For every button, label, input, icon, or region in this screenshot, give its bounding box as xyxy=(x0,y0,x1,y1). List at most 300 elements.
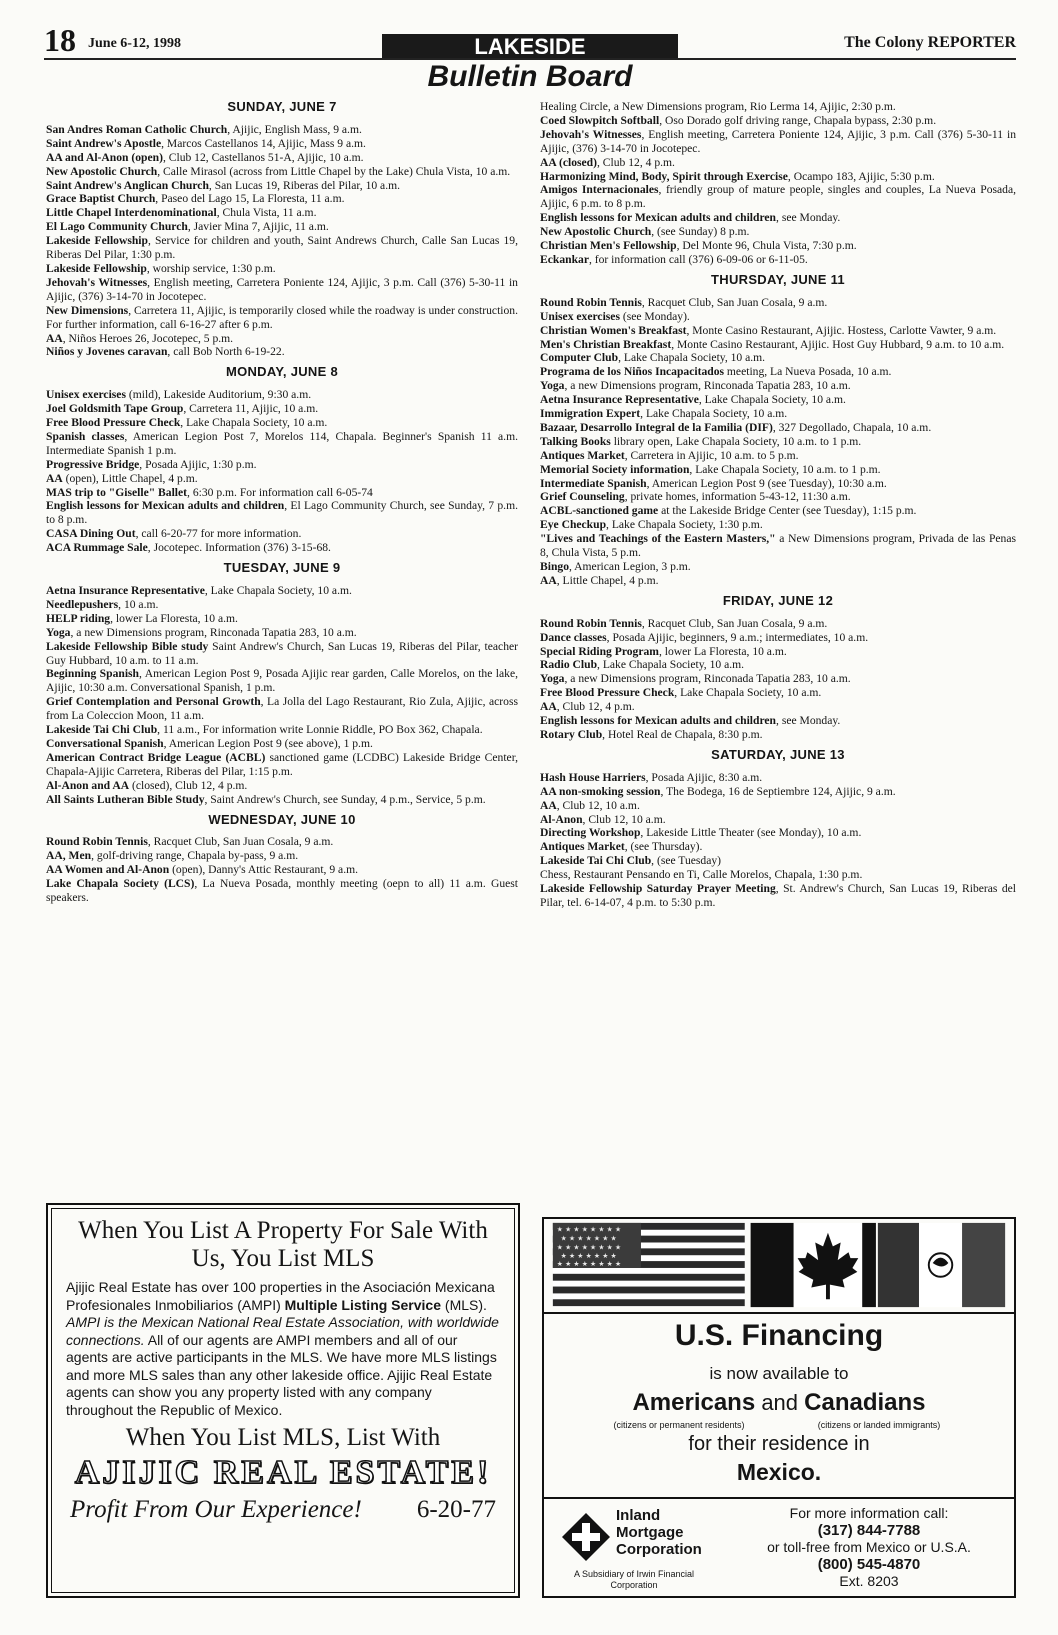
entry-details: , Carretera 11, Ajijic, is temporarily closed while the roadway is under construction. For further information, call 6-16-27 after 6 p.m. xyxy=(46,303,519,331)
bulletin-entry xyxy=(46,458,518,472)
entry-name: AA xyxy=(46,331,63,345)
entry-details: , El Lago Community Church, see Sunday, 7 p.m. to 8 p.m. xyxy=(46,499,518,527)
entry-details: , see Monday. xyxy=(776,211,841,225)
bulletin-entry xyxy=(540,114,1016,128)
entry-details: (see Monday). xyxy=(619,309,690,323)
entry-details: , Ocampo 183, Ajijic, 5:30 p.m. xyxy=(787,169,935,183)
bulletin-entry xyxy=(540,686,1016,700)
financing-contact xyxy=(734,1505,1004,1590)
entry-details: , see Monday. xyxy=(776,714,841,728)
entry-details: , English meeting, Carretera Poniente 124, Ajijic, 3 p.m. Call (376) 5-30-11 in Ajijic, (376) 3-14-70 in Jocotepec. xyxy=(540,127,1016,155)
entry-details: , for information call (376) 6-09-06 or 6-11-05. xyxy=(588,252,808,266)
entry-details: , Posada Ajijic, beginners, 9 a.m.; intermediates, 10 a.m. xyxy=(606,630,869,644)
entry-details: , Club 12, 10 a.m. xyxy=(556,798,640,812)
entry-details: , Lakeside Little Theater (see Monday), 10 a.m. xyxy=(640,826,862,840)
entry-details: , Lake Chapala Society, 10 a.m. xyxy=(674,686,822,700)
realestate-footer xyxy=(66,1496,500,1524)
entry-name: Spanish classes xyxy=(46,429,125,443)
bulletin-entry xyxy=(46,667,518,695)
section-banner: LAKESIDE xyxy=(382,34,678,60)
realestate-body-bold: Multiple Listing Service xyxy=(284,1296,442,1313)
entry-name: Unisex exercises xyxy=(540,309,620,323)
flags-image xyxy=(544,1219,1014,1314)
entry-name: AA Women and Al-Anon xyxy=(46,863,170,877)
entry-details: , Hotel Real de Chapala, 8:30 p.m. xyxy=(602,727,763,741)
entry-details: , (see Sunday) 8 p.m. xyxy=(651,225,750,239)
entry-details: (open), Danny's Attic Restaurant, 9 a.m. xyxy=(169,863,359,877)
bulletin-entry xyxy=(540,421,1016,435)
bulletin-entry xyxy=(540,449,1016,463)
entry-name: AA xyxy=(540,700,557,714)
entry-details: , Monte Casino Restaurant, Ajijic. Hostess, Carlotte Vawter, 9 a.m. xyxy=(686,323,997,337)
entry-name: Needlepushers xyxy=(46,597,119,611)
entry-details: , Oso Dorado golf driving range, Chapala bypass, 2:30 p.m. xyxy=(659,113,937,127)
financing-residence: for their residence in xyxy=(688,1433,870,1455)
realestate-body-italic: AMPI is the Mexican National Real Estate Association, with worldwide connections. xyxy=(66,1314,499,1348)
entry-name: Free Blood Pressure Check xyxy=(540,686,675,700)
entry-name: Free Blood Pressure Check xyxy=(46,416,181,430)
entry-details: , Jocotepec. Information (376) 3-15-68. xyxy=(147,541,331,555)
entry-details: , Lake Chapala Society, 10 a.m. xyxy=(698,393,846,407)
entry-name: Antiques Market xyxy=(540,840,625,854)
entry-name: Jehovah's Witnesses xyxy=(540,127,642,141)
entry-details: , private homes, information 5-43-12, 11:30 a.m. xyxy=(624,490,851,504)
entry-name: "Lives and Teachings of the Eastern Masters," xyxy=(540,532,776,546)
financing-and: and xyxy=(761,1390,799,1415)
entry-name: HELP riding xyxy=(46,611,111,625)
financing-audience xyxy=(544,1389,1014,1417)
entry-details: Chess, Restaurant Pensando en Ti, Calle Morelos, Chapala, 1:30 p.m. xyxy=(540,868,863,882)
day-heading-monday: MONDAY, JUNE 8 xyxy=(225,364,339,380)
entry-name: Little Chapel Interdenominational xyxy=(46,206,217,220)
bulletin-entry xyxy=(46,737,518,751)
financing-footer xyxy=(544,1497,1014,1596)
bulletin-entry xyxy=(46,276,518,304)
entry-details: meeting, La Nueva Posada, 10 a.m. xyxy=(724,365,892,379)
entry-name: New Apostolic Church xyxy=(540,225,652,239)
bulletin-entry xyxy=(46,751,518,779)
entry-details: , Club 12, 4 p.m. xyxy=(556,700,635,714)
entry-name: Intermediate Spanish xyxy=(540,476,647,490)
issue-date: June 6-12, 1998 xyxy=(88,36,181,51)
bulletin-entry xyxy=(540,296,1016,310)
bulletin-entry xyxy=(46,151,518,165)
bulletin-entry xyxy=(540,826,1016,840)
wednesday-cont-list xyxy=(540,100,1016,267)
entry-name: Round Robin Tennis xyxy=(540,295,642,309)
entry-details: , Carretera 11, Ajijic, 10 a.m. xyxy=(183,402,319,416)
entry-details: , 11 a.m., For information write Lonnie Riddle, PO Box 362, Chapala. xyxy=(157,723,483,737)
entry-name: AA xyxy=(46,471,63,485)
entry-name: American Contract Bridge League (ACBL) xyxy=(46,750,266,764)
entry-name: MAS trip to "Giselle" Ballet xyxy=(46,485,188,499)
entry-details: , American Legion Post 9 (see above), 1 p.m. xyxy=(163,736,373,750)
entry-details: , Lake Chapala Society, 10 a.m. xyxy=(640,407,788,421)
left-column xyxy=(46,100,518,905)
entry-name: English lessons for Mexican adults and children xyxy=(540,714,777,728)
bulletin-entry xyxy=(540,490,1016,504)
entry-name: Conversational Spanish xyxy=(46,736,164,750)
note-americans: (citizens or permanent residents) xyxy=(613,1420,745,1430)
entry-details: (open), Little Chapel, 4 p.m. xyxy=(62,471,198,485)
realestate-headline: When You List A Property For Sale With Us, You List MLS xyxy=(78,1217,488,1272)
entry-name: Christian Women's Breakfast xyxy=(540,323,687,337)
realestate-body-1: Ajijic Real Estate has over 100 properties in the Asociación Mexicana Profesionales Inmobiliarios (AMPI) xyxy=(66,1279,495,1313)
entry-name: Memorial Society information xyxy=(540,462,690,476)
entry-name: Niños y Jovenes caravan xyxy=(46,345,168,359)
entry-name: Computer Club xyxy=(540,351,619,365)
realestate-ad xyxy=(46,1203,520,1598)
entry-details: , a new Dimensions program, Rinconada Tapatia 283, 10 a.m. xyxy=(70,625,357,639)
entry-name: Lakeside Tai Chi Club xyxy=(540,854,652,868)
bulletin-entry xyxy=(540,631,1016,645)
saturday-list xyxy=(540,771,1016,910)
entry-details: , Posada Ajijic, 1:30 p.m. xyxy=(139,457,257,471)
entry-name: English lessons for Mexican adults and children xyxy=(540,211,777,225)
bulletin-entry xyxy=(540,672,1016,686)
entry-name: Grace Baptist Church xyxy=(46,192,156,206)
day-heading-friday: FRIDAY, JUNE 12 xyxy=(722,592,834,608)
entry-name: Round Robin Tennis xyxy=(540,616,642,630)
bulletin-entry xyxy=(46,499,518,527)
entry-name: Men's Christian Breakfast xyxy=(540,337,672,351)
entry-details: at the Lakeside Bridge Center (see Tuesday), 1:15 p.m. xyxy=(658,504,917,518)
entry-name: ACA Rummage Sale xyxy=(46,541,148,555)
contact-label: For more information call: xyxy=(789,1505,949,1521)
bulletin-entry xyxy=(46,388,518,402)
entry-name: Lake Chapala Society (LCS) xyxy=(46,877,195,891)
entry-name: Coed Slowpitch Softball xyxy=(540,113,660,127)
bulletin-entry xyxy=(46,123,518,137)
entry-details: , Del Monte 96, Chula Vista, 7:30 p.m. xyxy=(676,239,857,253)
entry-details: , Club 12, Castellanos 51-A, Ajijic, 10 a.m. xyxy=(162,150,364,164)
bulletin-entry xyxy=(46,220,518,234)
entry-name: Harmonizing Mind, Body, Spirit through Exercise xyxy=(540,169,788,183)
bulletin-entry xyxy=(540,310,1016,324)
entry-details: a New Dimensions program, Privada de las Penas 8, Chula Vista, 5 p.m. xyxy=(540,532,1016,560)
bulletin-entry xyxy=(46,849,518,863)
svg-text:★ ★ ★ ★ ★ ★ ★: ★ ★ ★ ★ ★ ★ ★ xyxy=(560,1234,617,1243)
entry-details: , American Legion, 3 p.m. xyxy=(569,560,691,573)
day-heading-saturday: SATURDAY, JUNE 13 xyxy=(711,746,845,762)
entry-details: Healing Circle, a New Dimensions program, Rio Lerma 14, Ajijic, 2:30 p.m. xyxy=(540,100,896,113)
entry-details: , Racquet Club, San Juan Cosala, 9 a.m. xyxy=(147,835,334,849)
bulletin-entry xyxy=(46,430,518,458)
entry-details: , Lake Chapala Society, 10 a.m. to 1 p.m. xyxy=(689,462,881,476)
page-number: 18 xyxy=(44,22,76,58)
entry-details: , English meeting, Carretera Poniente 124, Ajijic, 3 p.m. Call (376) 5-30-11 in Ajijic, (376) 3-14-70 in Jocotepec. xyxy=(46,275,518,303)
canada-flag-icon xyxy=(751,1223,876,1307)
entry-details: , call 6-20-77 for more information. xyxy=(135,527,302,541)
mortgage-subsidiary: A Subsidiary of Irwin Financial Corporation xyxy=(573,1569,695,1590)
bulletin-entry xyxy=(46,695,518,723)
bulletin-entry xyxy=(46,332,518,346)
inland-mortgage-logo xyxy=(558,1505,708,1595)
entry-details: , American Legion Post 9 (see Tuesday), 10:30 a.m. xyxy=(646,476,887,490)
bulletin-entry xyxy=(540,785,1016,799)
financing-americans: Americans xyxy=(632,1389,756,1416)
entry-details: , Paseo del Lago 15, La Floresta, 11 a.m. xyxy=(155,192,345,206)
entry-details: Saint Andrew's Church, San Lucas 19, Riberas del Pilar, teacher Guy Hubbard, 10 a.m. to 11 a.m. xyxy=(46,639,518,667)
entry-details: library open, Lake Chapala Society, 10 a.m. to 1 p.m. xyxy=(610,434,862,448)
entry-details: (mild), Lakeside Auditorium, 9:30 a.m. xyxy=(125,388,312,402)
bulletin-entry xyxy=(46,345,518,359)
bulletin-entry xyxy=(540,365,1016,379)
bulletin-entry xyxy=(46,472,518,486)
entry-details: , 10 a.m. xyxy=(118,597,159,611)
bulletin-entry xyxy=(540,338,1016,352)
friday-list xyxy=(540,617,1016,742)
contact-phone-1: (317) 844-7788 xyxy=(817,1522,921,1539)
entry-details: , worship service, 1:30 p.m. xyxy=(146,261,276,275)
entry-name: Grief Counseling xyxy=(540,490,625,504)
entry-name: AA xyxy=(540,798,557,812)
financing-title: U.S. Financing xyxy=(674,1319,884,1352)
bulletin-entry xyxy=(46,304,518,332)
entry-name: Lakeside Fellowship Saturday Prayer Meeting xyxy=(540,882,776,896)
entry-details: , San Lucas 19, Riberas del Pilar, 10 a.m. xyxy=(208,178,401,192)
entry-name: Lakeside Fellowship Bible study xyxy=(46,639,209,653)
realestate-body-2: (MLS). xyxy=(441,1296,487,1313)
bulletin-entry xyxy=(540,351,1016,365)
entry-name: Antiques Market xyxy=(540,448,625,462)
entry-name: Bazaar, Desarrollo Integral de la Familia (DIF) xyxy=(540,420,773,434)
bulletin-entry xyxy=(540,645,1016,659)
note-canadians: (citizens or landed immigrants) xyxy=(817,1420,941,1430)
entry-details: , Lake Chapala Society, 10 a.m. xyxy=(597,658,745,672)
entry-details: , Service for children and youth, Saint Andrews Church, Calle San Lucas 19, Riberas Del Pilar, 1:30 p.m. xyxy=(46,234,518,262)
entry-name: Beginning Spanish xyxy=(46,667,140,681)
bulletin-entry xyxy=(46,584,518,598)
realestate-brand: AJIJIC REAL ESTATE! xyxy=(74,1454,492,1491)
svg-text:★ ★ ★ ★ ★ ★ ★ ★: ★ ★ ★ ★ ★ ★ ★ ★ xyxy=(556,1259,622,1268)
entry-name: Christian Men's Fellowship xyxy=(540,239,677,253)
bulletin-entry xyxy=(46,723,518,737)
entry-name: Programa de los Niños Incapacitados xyxy=(540,365,725,379)
entry-name: El Lago Community Church xyxy=(46,220,188,234)
financing-canadians: Canadians xyxy=(804,1389,926,1416)
day-heading-thursday: THURSDAY, JUNE 11 xyxy=(711,271,845,287)
bulletin-entry xyxy=(540,560,1016,574)
entry-name: Amigos Internacionales xyxy=(540,183,659,197)
entry-name: New Apostolic Church xyxy=(46,164,158,178)
bulletin-entry xyxy=(540,617,1016,631)
bulletin-entry xyxy=(540,700,1016,714)
entry-details: , friendly group of mature people, singles and couples, La Nueva Posada, Ajijic, 6 p.m. to 8 p.m. xyxy=(540,183,1017,211)
svg-text:★ ★ ★ ★ ★ ★ ★ ★: ★ ★ ★ ★ ★ ★ ★ ★ xyxy=(556,1225,622,1234)
entry-name: Eye Checkup xyxy=(540,518,607,532)
realestate-tagline: Profit From Our Experience! xyxy=(70,1496,362,1523)
day-heading-wednesday: WEDNESDAY, JUNE 10 xyxy=(208,811,356,827)
entry-details: , Posada Ajijic, 8:30 a.m. xyxy=(645,770,763,784)
bulletin-entry xyxy=(540,225,1016,239)
bulletin-entry xyxy=(46,598,518,612)
entry-name: Directing Workshop xyxy=(540,826,641,840)
thursday-list xyxy=(540,296,1016,588)
day-heading-sunday: SUNDAY, JUNE 7 xyxy=(227,99,337,114)
masthead xyxy=(44,20,1016,60)
bulletin-entry xyxy=(46,527,518,541)
bulletin-entry xyxy=(46,206,518,220)
entry-details: , 6:30 p.m. For information call 6-05-74 xyxy=(187,485,373,499)
bulletin-entry xyxy=(540,813,1016,827)
realestate-body xyxy=(66,1279,500,1419)
wednesday-list xyxy=(46,835,518,905)
entry-name: Bingo xyxy=(540,560,569,573)
entry-details: , Saint Andrew's Church, see Sunday, 4 p.m., Service, 5 p.m. xyxy=(204,792,486,806)
bulletin-entry xyxy=(540,379,1016,393)
bulletin-entry xyxy=(540,253,1016,267)
bulletin-entry xyxy=(46,416,518,430)
entry-details: , Carretera in Ajijic, 10 a.m. to 5 p.m. xyxy=(624,448,799,462)
entry-name: Talking Books xyxy=(540,434,611,448)
entry-name: Saint Andrew's Anglican Church xyxy=(46,178,209,192)
bulletin-entry xyxy=(540,799,1016,813)
mortgage-company-name: Inland Mortgage Corporation xyxy=(616,1507,702,1558)
entry-details: , golf-driving range, Chapala by-pass, 9 a.m. xyxy=(91,849,299,863)
entry-name: CASA Dining Out xyxy=(46,527,136,541)
bulletin-entry xyxy=(540,211,1016,225)
entry-details: , Calle Mirasol (across from Little Chapel by the Lake) Chula Vista, 10 a.m. xyxy=(157,164,511,178)
entry-details: , Niños Heroes 26, Jocotepec, 5 p.m. xyxy=(62,331,234,345)
mexico-flag-icon xyxy=(878,1223,1005,1307)
bulletin-entry xyxy=(46,486,518,500)
bulletin-entry xyxy=(540,407,1016,421)
entry-details: , Little Chapel, 4 p.m. xyxy=(556,573,659,587)
bulletin-entry xyxy=(540,128,1016,156)
entry-details: , Ajijic, English Mass, 9 a.m. xyxy=(227,122,362,136)
entry-name: ACBL-sanctioned game xyxy=(540,504,659,518)
entry-details: , Club 12, 4 p.m. xyxy=(597,155,675,169)
bulletin-entry xyxy=(46,863,518,877)
realestate-ad-inner xyxy=(51,1208,515,1593)
page-title: Bulletin Board xyxy=(427,60,633,93)
entry-name: Hash House Harriers xyxy=(540,770,646,784)
bulletin-entry xyxy=(46,779,518,793)
entry-details: , Racquet Club, San Juan Cosala, 9 a.m. xyxy=(641,295,828,309)
bulletin-entry xyxy=(540,239,1016,253)
entry-details: , The Bodega, 16 de Septiembre 124, Ajijic, 9 a.m. xyxy=(660,784,896,798)
entry-details: , a new Dimensions program, Rinconada Tapatia 283, 10 a.m. xyxy=(564,379,851,393)
realestate-sub: When You List MLS, List With xyxy=(125,1424,441,1451)
sunday-list xyxy=(46,123,518,359)
bulletin-entry xyxy=(540,868,1016,882)
entry-name: AA xyxy=(540,573,557,587)
entry-details: , Chula Vista, 11 a.m. xyxy=(216,206,317,220)
entry-details: , (see Thursday). xyxy=(624,840,703,854)
entry-name: Aetna Insurance Representative xyxy=(46,584,205,597)
bulletin-entry xyxy=(540,658,1016,672)
entry-name: Al-Anon and AA xyxy=(46,778,130,792)
day-heading-tuesday: TUESDAY, JUNE 9 xyxy=(223,560,341,576)
bulletin-entry xyxy=(540,728,1016,742)
entry-name: AA (closed) xyxy=(540,155,597,169)
us-flag-icon xyxy=(553,1223,745,1307)
bulletin-entry xyxy=(46,179,518,193)
bulletin-entry xyxy=(46,192,518,206)
entry-name: Yoga xyxy=(540,672,565,686)
entry-name: Saint Andrew's Apostle xyxy=(46,136,162,150)
bulletin-entry xyxy=(540,771,1016,785)
entry-details: , Marcos Castellanos 14, Ajijic, Mass 9 a.m. xyxy=(161,136,366,150)
bulletin-entry xyxy=(46,793,518,807)
entry-name: Jehovah's Witnesses xyxy=(46,275,148,289)
bulletin-entry xyxy=(540,156,1016,170)
entry-name: Lakeside Fellowship xyxy=(46,234,148,248)
bulletin-entry xyxy=(46,640,518,668)
entry-details: , St. Andrew's Church, San Lucas 19, Riberas del Pilar, tel. 6-14-07, 4 p.m. to 5:30 p.m. xyxy=(540,882,1016,909)
right-column xyxy=(540,100,1016,910)
entry-name: Radio Club xyxy=(540,658,598,672)
entry-details: , American Legion Post 7, Morelos 114, Chapala. Beginner's Spanish 11 a.m. Intermediate Spanish 1 p.m. xyxy=(46,429,518,457)
entry-name: Rotary Club xyxy=(540,727,603,741)
entry-details: , Racquet Club, San Juan Cosala, 9 a.m. xyxy=(641,616,828,630)
entry-details: , a new Dimensions program, Rinconada Tapatia 283, 10 a.m. xyxy=(564,672,851,686)
bulletin-entry xyxy=(540,183,1016,211)
entry-name: AA and Al-Anon (open) xyxy=(46,150,163,164)
bulletin-entry xyxy=(46,626,518,640)
financing-country: Mexico. xyxy=(736,1459,822,1485)
bulletin-entry xyxy=(540,100,1016,114)
contact-phone-2: (800) 545-4870 xyxy=(817,1556,921,1573)
entry-name: Joel Goldsmith Tape Group xyxy=(46,402,184,416)
monday-list xyxy=(46,388,518,555)
entry-name: Grief Contemplation and Personal Growth xyxy=(46,695,261,709)
bulletin-entry xyxy=(46,612,518,626)
entry-name: Round Robin Tennis xyxy=(46,835,148,849)
bulletin-entry xyxy=(46,262,518,276)
entry-details: , Club 12, 10 a.m. xyxy=(582,812,666,826)
contact-ext: Ext. 8203 xyxy=(839,1573,899,1589)
entry-name: Dance classes xyxy=(540,630,607,644)
bulletin-entry xyxy=(540,435,1016,449)
entry-name: Lakeside Tai Chi Club xyxy=(46,723,158,737)
entry-name: Progressive Bridge xyxy=(46,457,140,471)
entry-details: , Lake Chapala Society, 10 a.m. xyxy=(618,351,766,365)
tuesday-list xyxy=(46,584,518,807)
entry-details: , call Bob North 6-19-22. xyxy=(167,345,285,359)
entry-name: AA, Men xyxy=(46,849,92,863)
bulletin-entry xyxy=(540,393,1016,407)
entry-name: AA non-smoking session xyxy=(540,784,661,798)
entry-name: Special Riding Program xyxy=(540,644,659,658)
svg-text:★ ★ ★ ★ ★ ★ ★: ★ ★ ★ ★ ★ ★ ★ xyxy=(560,1252,617,1261)
entry-details: , Lake Chapala Society, 10 a.m. xyxy=(204,584,352,597)
entry-name: Immigration Expert xyxy=(540,407,641,421)
entry-details: (closed), Club 12, 4 p.m. xyxy=(129,778,248,792)
entry-details: , Lake Chapala Society, 10 a.m. xyxy=(180,416,328,430)
entry-name: All Saints Lutheran Bible Study xyxy=(46,792,205,806)
contact-tollfree-label: or toll-free from Mexico or U.S.A. xyxy=(767,1539,971,1555)
entry-details: sanctioned game (LCDBC) Lakeside Bridge Center, Chapala-Ajijic Carretera, Riberas del Pilar, 1:15 p.m. xyxy=(46,750,518,778)
entry-name: New Dimensions xyxy=(46,303,129,317)
financing-ad xyxy=(542,1217,1016,1598)
bulletin-entry xyxy=(540,840,1016,854)
bulletin-entry xyxy=(46,835,518,849)
financing-available: is now available to xyxy=(709,1364,849,1383)
entry-name: Lakeside Fellowship xyxy=(46,261,147,275)
bulletin-entry xyxy=(46,877,518,905)
svg-text:★ ★ ★ ★ ★ ★ ★ ★: ★ ★ ★ ★ ★ ★ ★ ★ xyxy=(556,1243,622,1252)
entry-name: San Andres Roman Catholic Church xyxy=(46,122,228,136)
entry-name: Yoga xyxy=(46,625,71,639)
entry-details: , American Legion Post 9, Posada Ajijic rear garden, Calle Morelos, on the lake, Ajijic, 10:30 a.m. Conversational Spanish, 1 p.m. xyxy=(46,667,518,695)
bulletin-entry xyxy=(540,504,1016,518)
bulletin-entry xyxy=(46,402,518,416)
entry-name: Eckankar xyxy=(540,252,589,266)
realestate-body-3: All of our agents are AMPI members and all of our agents are active participants in the MLS. We have more MLS listings and more MLS sales than any other lakeside office. Ajijic Real Estate agents can show you any property listed with any company throughout the Republic of Mexico. xyxy=(66,1331,497,1418)
bulletin-entry xyxy=(540,574,1016,588)
